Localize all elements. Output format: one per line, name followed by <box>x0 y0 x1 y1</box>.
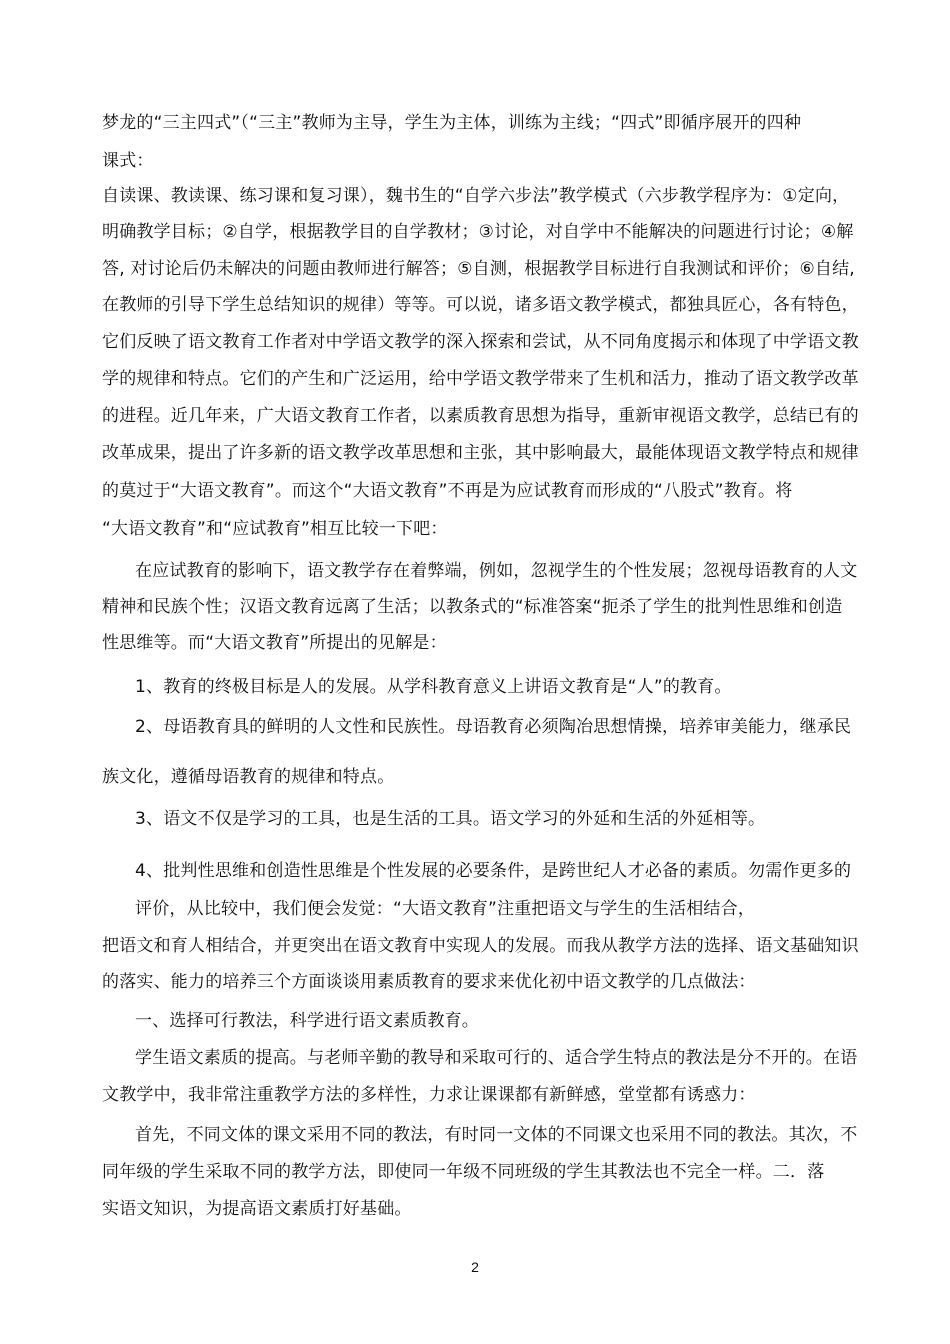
text-line: 它们反映了语文教育工作者对中学语文教学的深入探索和尝试，从不同角度揭示和体现了中学语文教 <box>102 332 859 352</box>
text-line: 实语文知识，为提高语文素质打好基础。 <box>102 1199 412 1219</box>
text-line: 的莫过于“大语文教育”。而这个“大语文教育”不再是为应试教育而形成的“八股式”教育。将 <box>102 481 793 501</box>
text-line: 一、选择可行教法，科学进行语文素质教育。 <box>135 1011 479 1031</box>
text-line: 同年级的学生采取不同的教学方法，即使同一年级不同班级的学生其教法也不完全一样。二．落 <box>102 1162 825 1182</box>
text-line: 2、母语教育具的鲜明的人文性和民族性。母语教育必须陶冶思想情操，培养审美能力，继承民 <box>135 717 852 737</box>
text-line: 在教师的引导下学生总结知识的规律）等等。可以说，诸多语文教学模式，都独具匠心，各有特色， <box>102 295 859 315</box>
text-line: 自读课、教读课、练习课和复习课），魏书生的“自学六步法”教学模式（六步教学程序为：①定向， <box>102 186 850 206</box>
text-line: 1、教育的终极目标是人的发展。从学科教育意义上讲语文教育是“人”的教育。 <box>135 677 732 697</box>
text-line: 3、语文不仅是学习的工具，也是生活的工具。语文学习的外延和生活的外延相等。 <box>135 809 766 829</box>
text-line: 梦龙的“三主四式”（“三主”教师为主导，学生为主体，训练为主线；“四式”即循序展开的四种 <box>102 113 802 133</box>
text-line: 把语文和育人相结合，并更突出在语文教育中实现人的发展。而我从教学方法的选择、语文基础知识 <box>102 936 859 956</box>
text-line: 的落实、能力的培养三个方面谈谈用素质教育的要求来优化初中语文教学的几点做法： <box>102 972 756 992</box>
text-line: 答, 对讨论后仍未解决的问题由教师进行解答；⑤自测，根据教学目标进行自我测试和评价；⑥自结, <box>102 259 855 279</box>
text-line: 的进程。近几年来，广大语文教育工作者，以素质教育思想为指导，重新审视语文教学，总结已有的 <box>102 406 859 426</box>
text-line: 4、批判性思维和创造性思维是个性发展的必要条件，是跨世纪人才必备的素质。勿需作更多的 <box>135 861 852 881</box>
text-line: 首先，不同文体的课文采用不同的教法，有时同一文体的不同课文也采用不同的教法。其次，不 <box>135 1125 858 1145</box>
text-line: 性思维等。而“大语文教育”所提出的见解是： <box>102 633 447 653</box>
text-line: 族文化，遵循母语教育的规律和特点。 <box>102 767 395 787</box>
text-line: 文教学中，我非常注重教学方法的多样性，力求让课课都有新鲜感，堂堂都有诱惑力： <box>102 1085 756 1105</box>
page-number: 2 <box>471 1259 479 1275</box>
text-line: 评价，从比较中，我们便会发觉：“大语文教育”注重把语文与学生的生活相结合， <box>135 899 756 919</box>
text-line: 明确教学目标；②自学，根据教学目的自学教材；③讨论，对自学中不能解决的问题进行讨论；④解 <box>102 222 854 242</box>
text-line: 学生语文素质的提高。与老师辛勤的教导和采取可行的、适合学生特点的教法是分不开的。在语 <box>135 1048 858 1068</box>
text-line: 课式： <box>102 151 154 171</box>
text-line: 学的规律和特点。它们的产生和广泛运用，给中学语文教学带来了生机和活力，推动了语文教学改革 <box>102 369 859 389</box>
text-line: “大语文教育”和“应试教育”相互比较一下吧： <box>102 519 448 539</box>
text-line: 在应试教育的影响下，语文教学存在着弊端，例如，忽视学生的个性发展；忽视母语教育的人文 <box>135 561 858 581</box>
text-line: 精神和民族个性；汉语文教育远离了生活；以教条式的“标准答案“扼杀了学生的批判性思维和创造 <box>102 597 843 617</box>
text-line: 改革成果，提出了许多新的语文教学改革思想和主张，其中影响最大，最能体现语文教学特点和规律 <box>102 443 859 463</box>
